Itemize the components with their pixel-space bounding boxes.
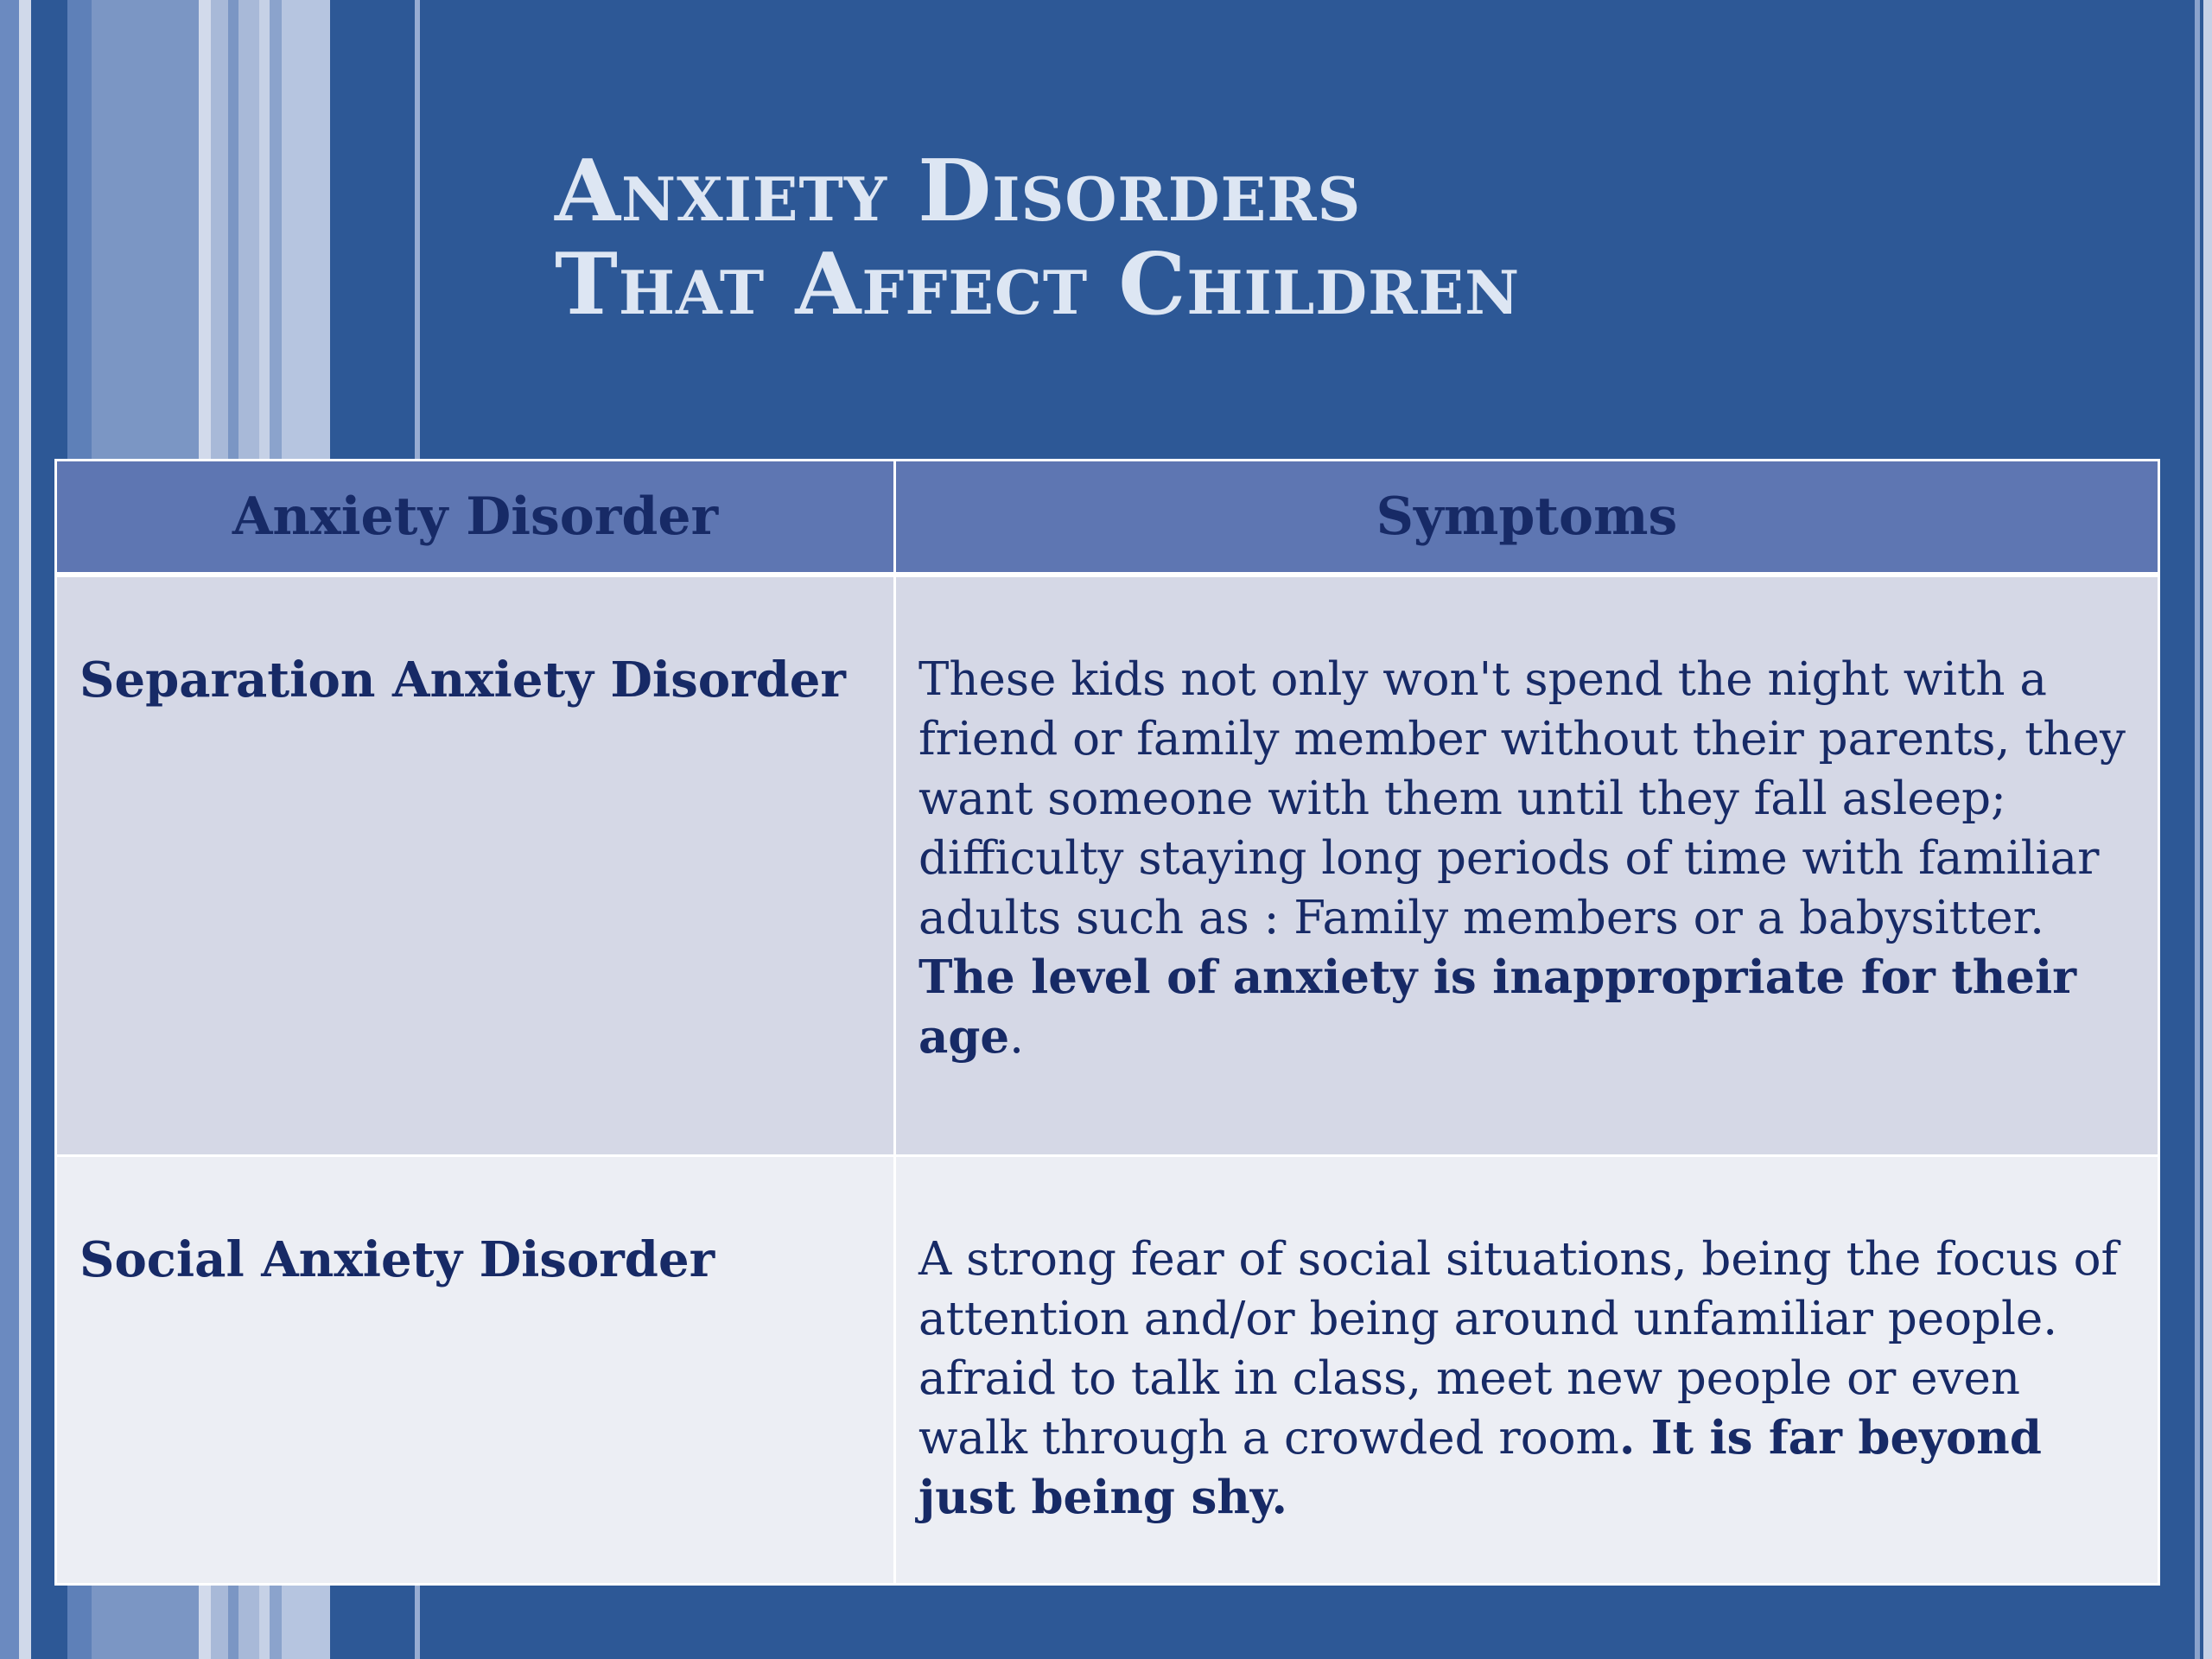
disorders-table xyxy=(54,459,2160,1586)
disorder-symptoms xyxy=(895,1156,2159,1585)
decor-stripe xyxy=(2195,0,2200,1659)
disorder-name: Social Anxiety Disorder xyxy=(56,1156,895,1585)
decor-stripe xyxy=(2203,0,2212,1659)
table-header-row xyxy=(56,461,2159,575)
slide-title xyxy=(555,142,2024,334)
header-symptoms: Symptoms xyxy=(895,461,2159,575)
decor-stripe xyxy=(0,0,19,1659)
symptoms-text: These kids not only won't spend the night with a friend or family member without their parents, they want someone with them until they fall asleep; difficulty staying long periods of time with familiar adults such as : Family members or a babysitter. xyxy=(918,653,2126,944)
slide-title-line-1: Anxiety Disorders xyxy=(555,142,1362,241)
symptoms-text: A strong fear of social situations, being the focus of attention and/or being around unfamiliar people. afraid to talk in class, meet new people or even walk through a crowded room xyxy=(918,1233,2119,1465)
symptoms-tail: . xyxy=(1009,1011,1024,1064)
slide-title-line-2: That Affect Children xyxy=(555,235,1521,334)
symptoms-emphasis: . It is far beyond just being shy. xyxy=(918,1411,2042,1524)
disorder-name: Separation Anxiety Disorder xyxy=(56,575,895,1156)
decor-stripe xyxy=(19,0,31,1659)
header-anxiety-disorder: Anxiety Disorder xyxy=(56,461,895,575)
table-row xyxy=(56,575,2159,1156)
disorder-symptoms xyxy=(895,575,2159,1156)
table-row xyxy=(56,1156,2159,1585)
symptoms-emphasis: The level of anxiety is inappropriate for their age xyxy=(918,950,2077,1064)
